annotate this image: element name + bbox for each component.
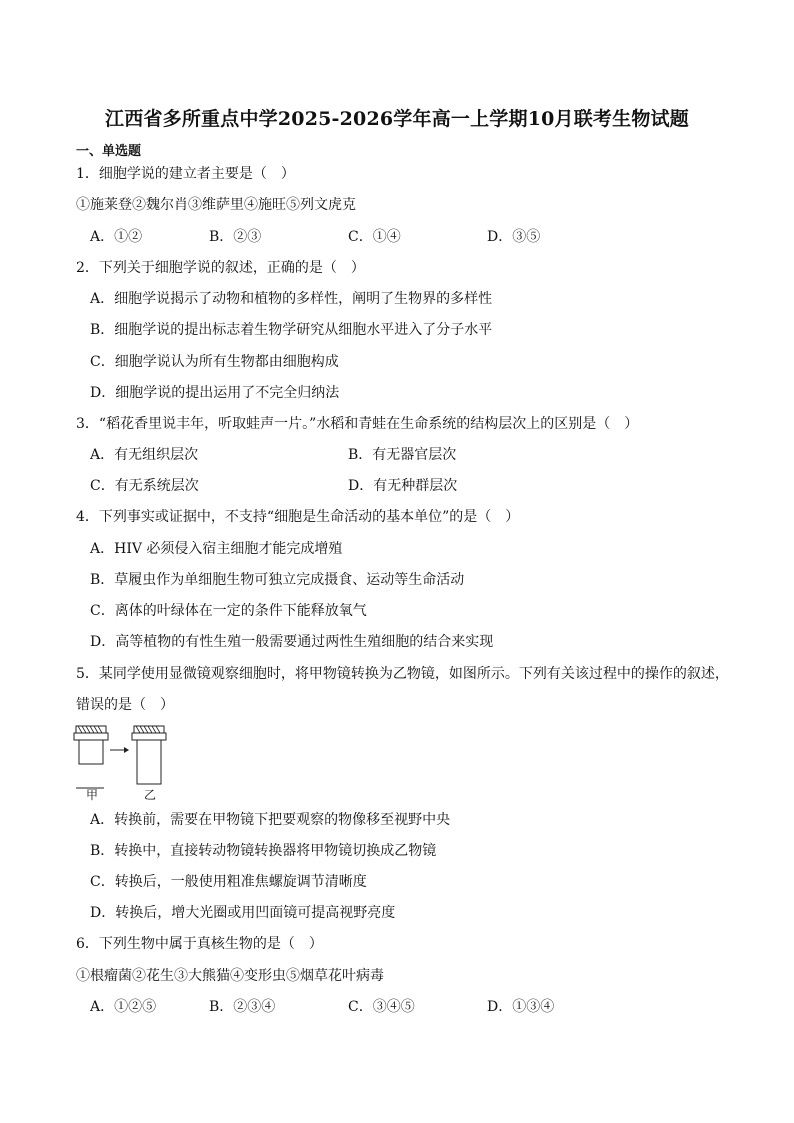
option-a: A．细胞学说揭示了动物和植物的多样性，阐明了生物界的多样性: [90, 291, 493, 307]
option-c: C．转换后，一般使用粗准焦螺旋调节清晰度: [90, 874, 367, 890]
option-d: D．有无种群层次: [348, 478, 458, 494]
option-b: B．②③: [209, 229, 262, 245]
option-c: C．有无系统层次: [90, 478, 199, 494]
option-b: B．转换中，直接转动物镜转换器将甲物镜切换成乙物镜: [90, 843, 437, 859]
option-d: D．③⑤: [487, 229, 541, 245]
question-1-stem: 1．细胞学说的建立者主要是（ ）: [76, 166, 295, 182]
option-d: D．细胞学说的提出运用了不完全归纳法: [90, 385, 340, 401]
option-a: A．有无组织层次: [90, 447, 199, 463]
option-b: B．细胞学说的提出标志着生物学研究从细胞水平进入了分子水平: [90, 322, 493, 338]
option-a: A．①②⑤: [90, 999, 157, 1015]
option-a: A．转换前，需要在甲物镜下把要观察的物像移至视野中央: [90, 812, 451, 828]
option-a: A．HIV 必须侵入宿主细胞才能完成增殖: [90, 541, 343, 557]
objective-lens-figure: [72, 724, 172, 802]
question-4-stem: 4．下列事实或证据中，不支持“细胞是生命活动的基本单位”的是（ ）: [76, 509, 520, 525]
option-b: B．有无器官层次: [348, 447, 457, 463]
option-c: C．③④⑤: [348, 999, 415, 1015]
option-c: C．细胞学说认为所有生物都由细胞构成: [90, 354, 339, 370]
question-3-stem: 3．“稻花香里说丰年，听取蛙声一片。”水稻和青蛙在生命系统的结构层次上的区别是（ ）: [76, 416, 639, 432]
option-b: B．草履虫作为单细胞生物可独立完成摄食、运动等生命活动: [90, 572, 465, 588]
option-c: C．①④: [348, 229, 401, 245]
option-d: D．①③④: [487, 999, 555, 1015]
question-5-stem-line1: 5．某同学使用显微镜观察细胞时，将甲物镜转换为乙物镜，如图所示。下列有关该过程中的操作的叙述，: [76, 666, 729, 682]
option-d: D．转换后，增大光圈或用凹面镜可提高视野亮度: [90, 905, 396, 921]
question-1-items: ①施莱登②魏尔肖③维萨里④施旺⑤列文虎克: [76, 197, 356, 213]
question-2-stem: 2．下列关于细胞学说的叙述，正确的是（ ）: [76, 260, 365, 276]
option-b: B．②③④: [209, 999, 276, 1015]
question-6-items: ①根瘤菌②花生③大熊猫④变形虫⑤烟草花叶病毒: [76, 968, 384, 984]
option-d: D．高等植物的有性生殖一般需要通过两性生殖细胞的结合来实现: [90, 634, 494, 650]
section-heading: 一、单选题: [76, 144, 142, 159]
option-c: C．离体的叶绿体在一定的条件下能释放氧气: [90, 603, 367, 619]
question-5-stem-line2: 错误的是（ ）: [76, 697, 174, 713]
figure-label-jia: 甲: [86, 788, 99, 802]
page-title: 江西省多所重点中学2025-2026学年高一上学期10月联考生物试题: [105, 108, 689, 130]
question-6-stem: 6．下列生物中属于真核生物的是（ ）: [76, 936, 323, 952]
figure-label-yi: 乙: [144, 788, 157, 802]
option-a: A．①②: [90, 229, 143, 245]
